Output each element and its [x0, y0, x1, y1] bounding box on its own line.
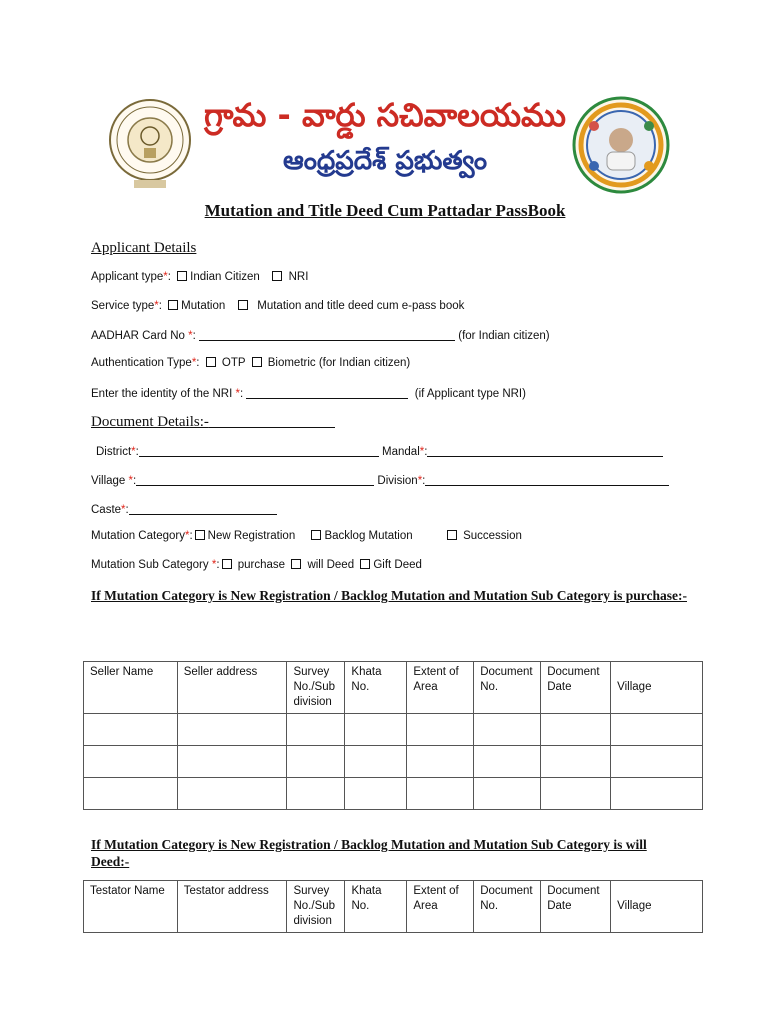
- backlog-mutation-checkbox[interactable]: [311, 530, 321, 540]
- will-deed-section-heading: If Mutation Category is New Registration / Backlog Mutation and Mutation Sub Category is will Deed:-: [91, 837, 647, 869]
- district-mandal-row: District*: Mandal*:: [96, 444, 663, 458]
- ap-state-emblem: [104, 96, 196, 192]
- biometric-checkbox[interactable]: [252, 357, 262, 367]
- indian-citizen-label: Indian Citizen: [190, 271, 260, 283]
- village-input-line[interactable]: [136, 473, 374, 486]
- village-division-row: Village *: Division*:: [91, 473, 669, 487]
- col-document-date: Document Date: [541, 881, 611, 933]
- col-document-no: Document No.: [474, 881, 541, 933]
- telugu-title-line2: ఆంధ్రప్రదేశ్ ప్రభుత్వం: [282, 146, 488, 176]
- will-deed-table: [83, 880, 703, 933]
- purchase-table: [83, 661, 703, 810]
- aadhar-label: AADHAR Card No: [91, 330, 185, 342]
- backlog-mutation-label: Backlog Mutation: [324, 530, 413, 542]
- required-mark: *: [419, 446, 425, 458]
- required-mark: *: [188, 330, 193, 342]
- applicant-type-label: Applicant type: [91, 271, 164, 283]
- mandal-input-line[interactable]: [427, 444, 663, 457]
- mutation-subcategory-label: Mutation Sub Category: [91, 559, 209, 571]
- col-testator-name: Testator Name: [84, 881, 178, 933]
- otp-label: OTP: [221, 357, 246, 369]
- succession-checkbox[interactable]: [447, 530, 457, 540]
- required-mark: *: [184, 530, 190, 542]
- col-extent-of-area: Extent of Area: [407, 881, 474, 933]
- nri-identity-input-line[interactable]: [246, 386, 408, 399]
- required-mark: *: [191, 357, 197, 369]
- mandal-label: Mandal: [382, 446, 420, 458]
- document-details-heading: Document Details:-: [91, 414, 335, 431]
- col-survey-no: Survey No./Sub division: [287, 881, 345, 933]
- village-label: Village: [91, 475, 126, 487]
- succession-label: Succession: [463, 530, 522, 542]
- mutation-category-row: Mutation Category*: New Registration Backlog Mutation Succession: [91, 530, 522, 542]
- table-row: [84, 714, 703, 746]
- purchase-table-header: [84, 662, 703, 714]
- applicant-type-row: Applicant type*: Indian Citizen NRI: [91, 271, 309, 283]
- table-row: [84, 778, 703, 810]
- caste-input-line[interactable]: [129, 502, 277, 515]
- will-deed-label: will Deed: [307, 559, 355, 571]
- col-khata-no: Khata No.: [345, 881, 407, 933]
- col-document-no: Document No.: [474, 662, 541, 714]
- required-mark: *: [417, 475, 423, 487]
- col-village: Village: [611, 662, 703, 714]
- district-label: District: [96, 446, 132, 458]
- service-type-row: Service type*: Mutation Mutation and title deed cum e-pass book: [91, 300, 465, 312]
- mutation-subcategory-row: Mutation Sub Category *: purchase will Deed Gift Deed: [91, 559, 422, 571]
- table-row: [84, 746, 703, 778]
- district-input-line[interactable]: [139, 444, 379, 457]
- will-deed-checkbox[interactable]: [291, 559, 301, 569]
- purchase-label: purchase: [237, 559, 286, 571]
- required-mark: *: [211, 559, 217, 571]
- service-type-label: Service type: [91, 300, 155, 312]
- authentication-label: Authentication Type: [91, 357, 192, 369]
- will-deed-table-header: [84, 881, 703, 933]
- nri-identity-note: (if Applicant type NRI): [414, 388, 526, 400]
- division-input-line[interactable]: [425, 473, 669, 486]
- caste-row: Caste*:: [91, 502, 277, 516]
- mutation-label: Mutation: [181, 300, 226, 312]
- caste-label: Caste: [91, 504, 122, 516]
- required-mark: *: [235, 388, 240, 400]
- new-registration-label: New Registration: [207, 530, 296, 542]
- aadhar-row: AADHAR Card No *: (for Indian citizen): [91, 330, 550, 342]
- new-registration-checkbox[interactable]: [195, 530, 205, 540]
- purchase-checkbox[interactable]: [222, 559, 232, 569]
- gift-deed-label: Gift Deed: [373, 559, 422, 571]
- authentication-row: Authentication Type*: OTP Biometric (for Indian citizen): [91, 357, 411, 369]
- otp-checkbox[interactable]: [206, 357, 216, 367]
- aadhar-note: (for Indian citizen): [458, 330, 550, 342]
- required-mark: *: [128, 475, 134, 487]
- col-testator-address: Testator address: [177, 881, 287, 933]
- col-extent-of-area: Extent of Area: [407, 662, 474, 714]
- nri-label: NRI: [288, 271, 309, 283]
- required-mark: *: [131, 446, 136, 458]
- required-mark: *: [121, 504, 126, 516]
- col-document-date: Document Date: [541, 662, 611, 714]
- nri-identity-label: Enter the identity of the NRI: [91, 388, 233, 400]
- biometric-label: Biometric (for Indian citizen): [267, 357, 411, 369]
- mutation-title-deed-label: Mutation and title deed cum e-pass book: [257, 300, 465, 312]
- col-village: Village: [611, 881, 703, 933]
- page-title: Mutation and Title Deed Cum Pattadar PassBook: [204, 201, 566, 220]
- applicant-details-heading: Applicant Details: [91, 240, 197, 256]
- mutation-category-label: Mutation Category: [91, 530, 185, 542]
- mutation-title-deed-checkbox[interactable]: [238, 300, 248, 310]
- col-seller-address: Seller address: [177, 662, 287, 714]
- division-label: Division: [377, 475, 418, 487]
- indian-citizen-checkbox[interactable]: [177, 271, 187, 281]
- nri-checkbox[interactable]: [272, 271, 282, 281]
- col-khata-no: Khata No.: [345, 662, 407, 714]
- welfare-scheme-seal: [572, 96, 670, 194]
- mutation-checkbox[interactable]: [168, 300, 178, 310]
- gift-deed-checkbox[interactable]: [360, 559, 370, 569]
- required-mark: *: [163, 271, 168, 283]
- aadhar-input-line[interactable]: [199, 328, 455, 341]
- purchase-section-heading: If Mutation Category is New Registration / Backlog Mutation and Mutation Sub Category is purchase:-: [91, 588, 687, 603]
- col-seller-name: Seller Name: [84, 662, 178, 714]
- required-mark: *: [154, 300, 159, 312]
- col-survey-no: Survey No./Sub division: [287, 662, 345, 714]
- telugu-title-line1: గ్రామ - వార్డు సచివాలయము: [204, 96, 566, 134]
- nri-identity-row: Enter the identity of the NRI *: (if Applicant type NRI): [91, 388, 526, 400]
